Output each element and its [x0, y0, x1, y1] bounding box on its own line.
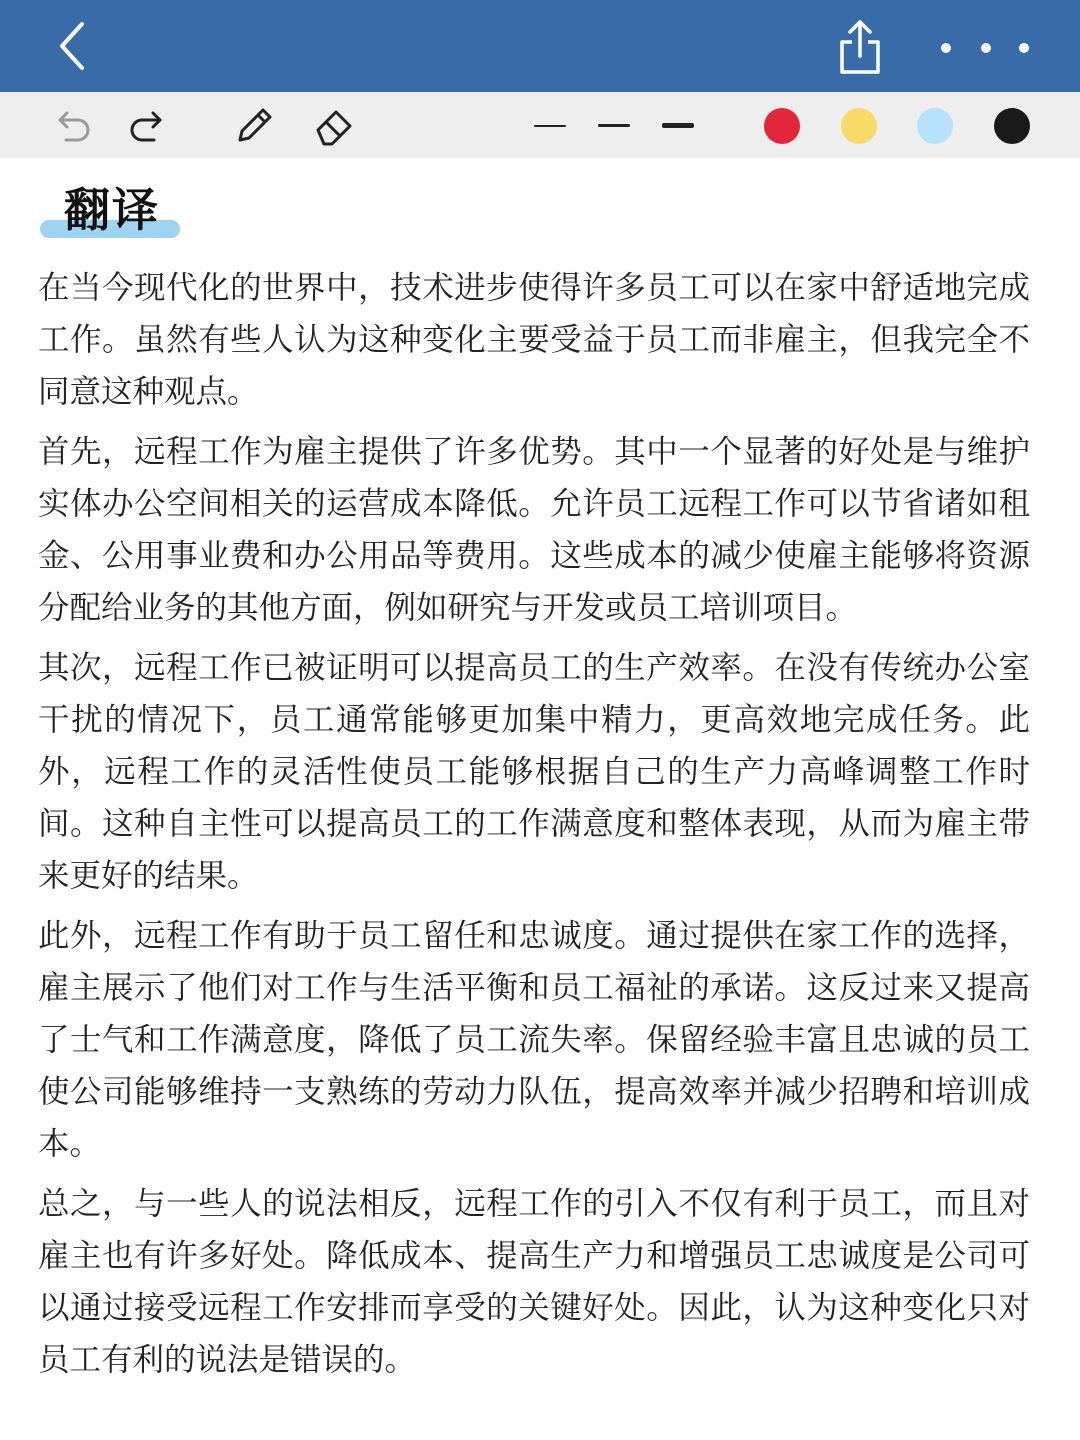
color-swatch-light-blue[interactable] — [917, 108, 953, 144]
page-title: 翻译 — [64, 183, 160, 237]
paragraph: 其次，远程工作已被证明可以提高员工的生产效率。在没有传统办公室干扰的情况下，员工通常能够更加集中精力，更高效地完成任务。此外，远程工作的灵活性使员工能够根据自己的生产力高峰调整工作时间。这种自主性可以提高员工的工作满意度和整体表现，从而为雇主带来更好的结果。 — [38, 650, 1030, 894]
document-body — [38, 262, 1030, 1394]
paragraph: 首先，远程工作为雇主提供了许多优势。其中一个显著的好处是与维护实体办公空间相关的运营成本降低。允许员工远程工作可以节省诸如租金、公用事业费和办公用品等费用。这些成本的减少使雇主能够将资源分配给业务的其他方面，例如研究与开发或员工培训项目。 — [38, 434, 1030, 626]
top-bar — [0, 0, 1080, 92]
color-swatch-yellow[interactable] — [841, 108, 877, 144]
more-icon[interactable] — [930, 28, 1040, 68]
redo-icon[interactable] — [126, 104, 170, 148]
undo-icon[interactable] — [50, 104, 94, 148]
stroke-width-medium[interactable] — [594, 104, 634, 148]
section-heading — [40, 180, 180, 242]
share-icon[interactable] — [830, 16, 890, 78]
paragraph: 总之，与一些人的说法相反，远程工作的引入不仅有利于员工，而且对雇主也有许多好处。降低成本、提高生产力和增强员工忠诚度是公司可以通过接受远程工作安排而享受的关键好处。因此，认为这种变化只对员工有利的说法是错误的。 — [38, 1186, 1030, 1378]
paragraph: 此外，远程工作有助于员工留任和忠诚度。通过提供在家工作的选择，雇主展示了他们对工作与生活平衡和员工福祉的承诺。这反过来又提高了士气和工作满意度，降低了员工流失率。保留经验丰富且忠诚的员工使公司能够维持一支熟练的劳动力队伍，提高效率并减少招聘和培训成本。 — [38, 918, 1030, 1162]
back-icon[interactable] — [44, 16, 104, 76]
paragraph: 在当今现代化的世界中，技术进步使得许多员工可以在家中舒适地完成工作。虽然有些人认为这种变化主要受益于员工而非雇主，但我完全不同意这种观点。 — [38, 270, 1030, 410]
stroke-width-thin[interactable] — [530, 104, 570, 148]
eraser-icon[interactable] — [312, 104, 356, 148]
pencil-icon[interactable] — [232, 104, 276, 148]
color-swatch-red[interactable] — [764, 108, 800, 144]
stroke-width-thick[interactable] — [658, 104, 698, 148]
color-swatch-black[interactable] — [994, 108, 1030, 144]
